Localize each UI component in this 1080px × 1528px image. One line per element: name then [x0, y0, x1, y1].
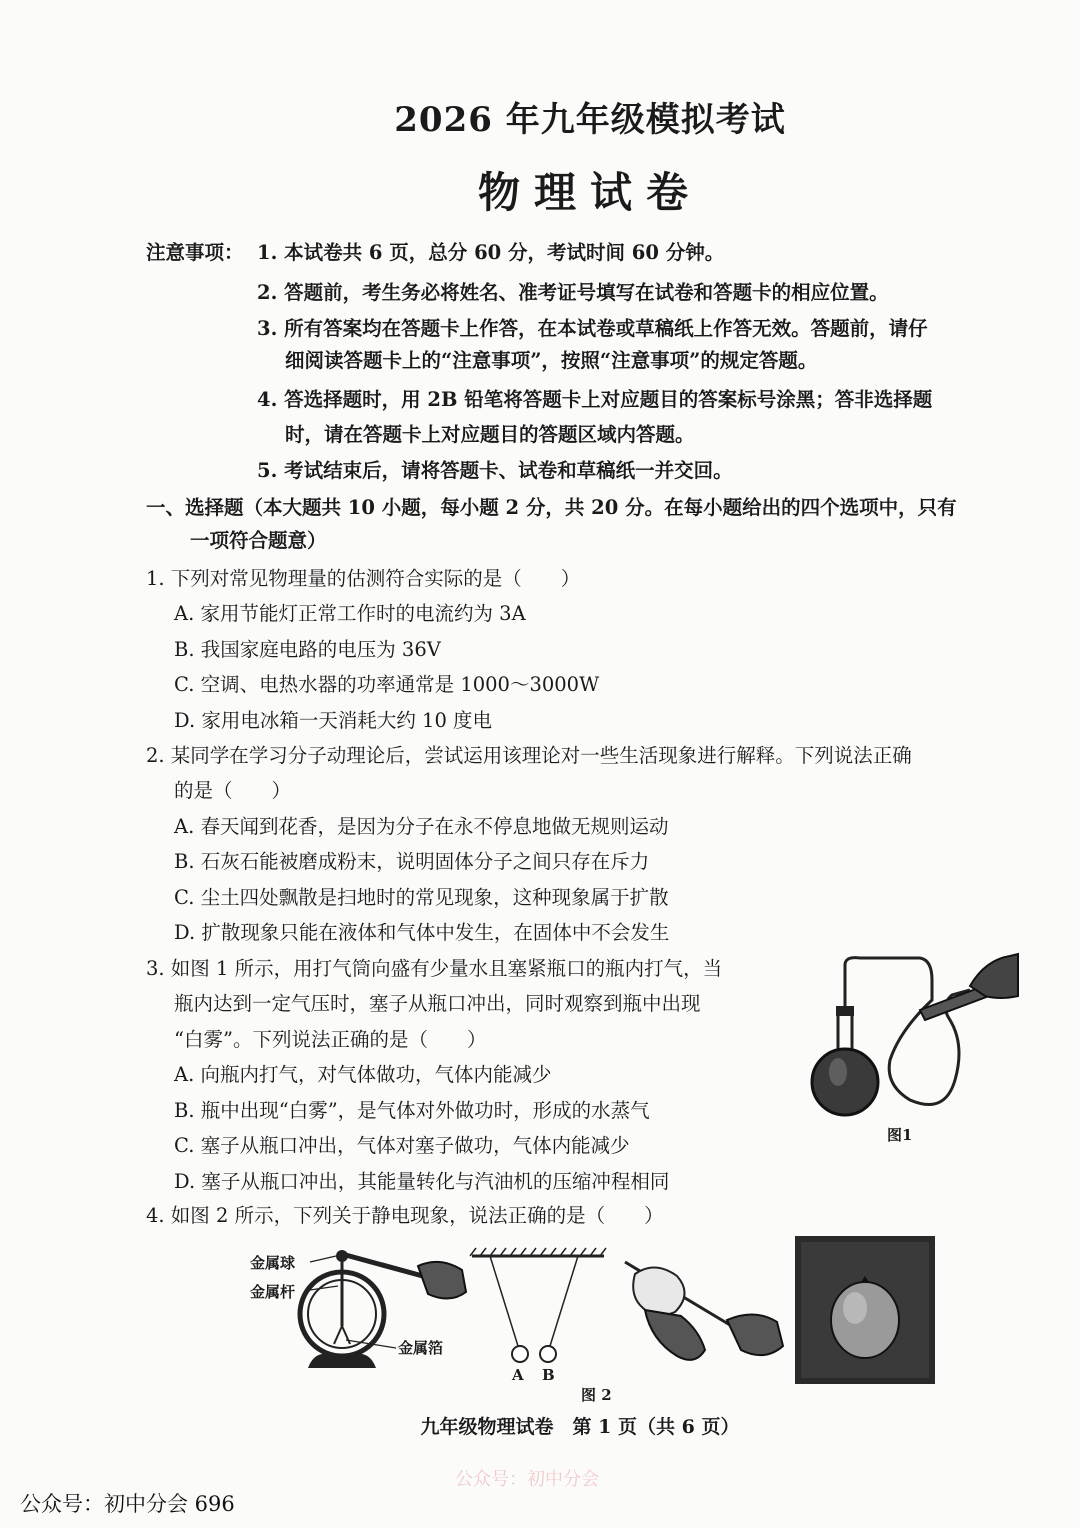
label-ball-b: B — [542, 1366, 555, 1384]
option-d: D. 家用电冰箱一天消耗大约 10 度电 — [174, 709, 493, 732]
notice-item: 时，请在答题卡上对应题目的答题区域内答题。 — [285, 423, 695, 446]
option-d: D. 扩散现象只能在液体和气体中发生，在固体中不会发生 — [174, 921, 670, 944]
notice-item: 2. 答题前，考生务必将姓名、准考证号填写在试卷和答题卡的相应位置。 — [257, 281, 889, 304]
figure-2-caption: 图 2 — [581, 1386, 612, 1404]
option-a: A. 春天闻到花香，是因为分子在永不停息地做无规则运动 — [174, 815, 669, 838]
paper-title: 物理试卷 — [477, 168, 702, 217]
option-a: A. 家用节能灯正常工作时的电流约为 3A — [174, 602, 526, 625]
notice-item: 3. 所有答案均在答题卡上作答，在本试卷或草稿纸上作答无效。答题前，请仔 — [257, 317, 928, 340]
exam-title: 2026 年九年级模拟考试 — [394, 100, 786, 140]
option-c: C. 空调、电热水器的功率通常是 1000～3000W — [174, 673, 600, 696]
notice-label: 注意事项： — [146, 241, 244, 264]
figure-2-rubbing-rod — [615, 1250, 790, 1375]
label-metal-rod: 金属杆 — [250, 1283, 296, 1301]
figure-2-hanging-balls — [468, 1248, 608, 1368]
figure-1-caption: 图1 — [887, 1126, 913, 1144]
page-footer: 九年级物理试卷 第 1 页（共 6 页） — [420, 1416, 740, 1438]
watermark-center: 公众号：初中分会 — [455, 1469, 599, 1490]
figure-2-balloon-photo — [795, 1236, 935, 1384]
notice-item: 5. 考试结束后，请将答题卡、试卷和草稿纸一并交回。 — [257, 459, 733, 482]
section-heading-cont: 一项符合题意） — [190, 529, 327, 552]
question-stem: 4. 如图 2 所示，下列关于静电现象，说法正确的是（ ） — [146, 1204, 664, 1227]
notice-item: 1. 本试卷共 6 页，总分 60 分，考试时间 60 分钟。 — [257, 241, 725, 264]
option-c: C. 塞子从瓶口冲出，气体对塞子做功，气体内能减少 — [174, 1134, 630, 1157]
label-metal-foil: 金属箔 — [398, 1339, 444, 1357]
question-stem-cont: 的是（ ） — [174, 779, 292, 802]
question-stem: 2. 某同学在学习分子动理论后，尝试运用该理论对一些生活现象进行解释。下列说法正确 — [146, 744, 912, 767]
label-ball-a: A — [512, 1366, 524, 1384]
option-d: D. 塞子从瓶口冲出，其能量转化与汽油机的压缩冲程相同 — [174, 1170, 670, 1193]
question-stem-cont: 瓶内达到一定气压时，塞子从瓶口冲出，同时观察到瓶中出现 — [174, 992, 701, 1015]
option-b: B. 石灰石能被磨成粉末，说明固体分子之间只存在斥力 — [174, 850, 650, 873]
section-heading: 一、选择题（本大题共 10 小题，每小题 2 分，共 20 分。在每小题给出的四个选项中，只有 — [146, 496, 957, 519]
question-stem-cont: “白雾”。下列说法正确的是（ ） — [174, 1028, 487, 1051]
option-b: B. 瓶中出现“白雾”，是气体对外做功时，形成的水蒸气 — [174, 1099, 650, 1122]
option-b: B. 我国家庭电路的电压为 36V — [174, 638, 441, 661]
label-metal-ball: 金属球 — [250, 1254, 296, 1272]
question-stem: 1. 下列对常见物理量的估测符合实际的是（ ） — [146, 567, 581, 590]
figure-1-flask-pump — [800, 950, 1030, 1150]
option-c: C. 尘土四处飘散是扫地时的常见现象，这种现象属于扩散 — [174, 886, 669, 909]
notice-item: 4. 答选择题时，用 2B 铅笔将答题卡上对应题目的答案标号涂黑；答非选择题 — [257, 388, 933, 411]
notice-item: 细阅读答题卡上的“注意事项”，按照“注意事项”的规定答题。 — [285, 349, 818, 372]
question-stem: 3. 如图 1 所示，用打气筒向盛有少量水且塞紧瓶口的瓶内打气，当 — [146, 957, 723, 980]
option-a: A. 向瓶内打气，对气体做功，气体内能减少 — [174, 1063, 552, 1086]
watermark-corner: 公众号：初中分会 696 — [20, 1492, 235, 1516]
figure-2-electroscope — [290, 1240, 480, 1380]
